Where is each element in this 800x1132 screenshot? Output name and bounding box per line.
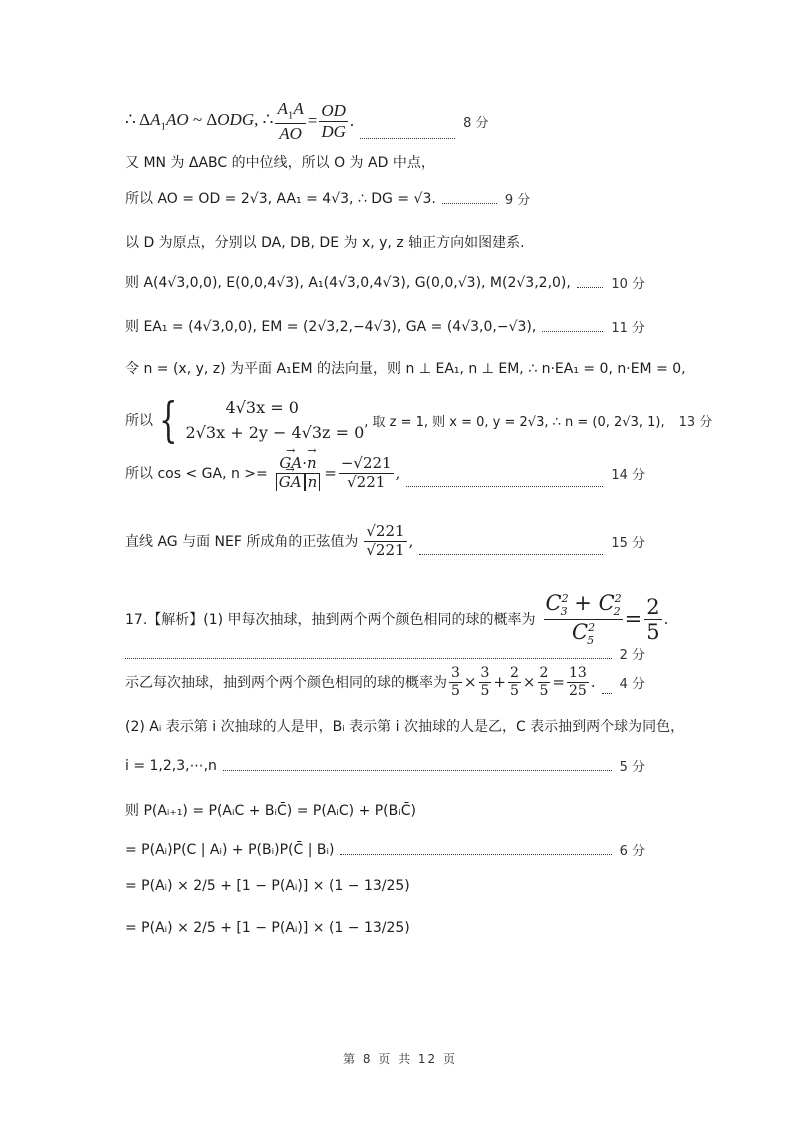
proof-line-7 <box>125 358 686 378</box>
score-mark: 5 分 <box>619 760 645 775</box>
proof-line-1: ∴ $\Delta A_1AO$ ~ ΔODG, ∴ $\frac{A_1A}{AO}$ = $\frac{OD}{DG}$ . 8 分 <box>125 99 489 143</box>
fraction-denominator: √221 <box>366 540 405 559</box>
line-text: = P(Aᵢ)P(C | Aᵢ) + P(Bᵢ)P(C̄ | Bᵢ) <box>125 841 335 858</box>
line-text: 所以 <box>125 413 153 429</box>
score-mark: 10 分 <box>611 276 645 292</box>
dot-leader <box>360 138 455 139</box>
proof-line-6 <box>125 316 645 336</box>
score-mark: 2 分 <box>619 648 645 663</box>
solution-17-line-4 <box>125 716 685 736</box>
solution-17-line-5 <box>125 756 645 775</box>
proof-line-3 <box>125 188 645 208</box>
fraction <box>364 524 406 559</box>
proof-line-9: 所以 cos < GA, n >= → GA·→ n → GA n = $\frac{-√221}{√221}$ , 14 分 <box>125 456 645 491</box>
dot-leader <box>223 770 612 771</box>
equation-system <box>153 392 365 448</box>
line-text: , 取 z = 1, 则 x = 0, y = 2√3, ∴ n = (0, 2√3, 1), <box>364 414 665 430</box>
fraction: → GA·→ n → GA n <box>274 456 323 491</box>
proof-line-2 <box>125 152 645 172</box>
solution-17-line-1: 17.【解析】(1) 甲每次抽球，抽到两个两个颜色相同的球的概率为 $\frac{C^2_3 + C^2_2}{C^2_5}$ = $\frac{2}{5}$ . <box>125 591 669 647</box>
dot-leader <box>542 331 603 332</box>
equation-2: 2√3x + 2y − 4√3z = 0 <box>185 423 365 442</box>
line-text: 则 P(Aᵢ₊₁) = P(AᵢC + BᵢC̄) = P(AᵢC) + P(BᵢC̄) <box>125 803 416 819</box>
line-text: i = 1,2,3,⋯,n <box>125 757 217 774</box>
solution-17-line-8 <box>125 878 645 894</box>
line-text: = P(Aᵢ) × 2/5 + [1 − P(Aᵢ)] × (1 − 13/25) <box>125 878 410 894</box>
dot-leader <box>340 854 611 855</box>
line-text: 所以 cos < GA, n >= <box>125 466 268 483</box>
solution-17-line-7 <box>125 840 645 859</box>
dot-leader <box>442 203 497 204</box>
dot-leader <box>125 658 612 659</box>
fraction-numerator: √221 <box>366 522 405 540</box>
dot-leader <box>577 287 603 288</box>
score-mark: 11 分 <box>611 320 645 336</box>
score-mark: 14 分 <box>611 467 645 483</box>
solution-17-line-3: 示乙每次抽球，抽到两个两个颜色相同的球的概率为 $\frac{3}{5}$ × $\frac{3}{5}$ + $\frac{2}{5}$ × $\frac{2}{5}$ = $\frac{13}{25}$ . 4 分 <box>125 665 645 699</box>
fraction-numerator: −√221 <box>340 454 392 472</box>
line-text: 则 A(4√3,0,0), E(0,0,4√3), A₁(4√3,0,4√3), G(0,0,√3), M(2√3,2,0), <box>125 275 571 291</box>
fraction: $\frac{2}{5}$ <box>646 594 660 644</box>
solution-17-line-9 <box>125 920 645 936</box>
line-text: 直线 AG 与面 NEF 所成角的正弦值为 <box>125 534 359 551</box>
proof-line-5 <box>125 272 645 292</box>
line-text: 17.【解析】(1) 甲每次抽球，抽到两个两个颜色相同的球的概率为 <box>125 612 536 629</box>
score-mark: 15 分 <box>611 535 645 551</box>
fraction-denominator: √221 <box>347 472 386 491</box>
fraction: $\frac{13}{25}$ <box>569 665 587 699</box>
dot-leader <box>406 486 603 487</box>
line-text: (2) Aᵢ 表示第 i 次抽球的人是甲，Bᵢ 表示第 i 次抽球的人是乙，C 表示抽到两个球为同色， <box>125 719 685 735</box>
line-text: 则 EA₁ = (4√3,0,0), EM = (2√3,2,−4√3), GA = (4√3,0,−√3), <box>125 319 537 335</box>
dot-leader <box>419 554 603 555</box>
fraction <box>339 456 394 491</box>
fraction: $\frac{C^2_3 + C^2_2}{C^2_5}$ <box>545 591 622 647</box>
dot-leader <box>602 693 612 694</box>
proof-line-10: 直线 AG 与面 NEF 所成角的正弦值为 $\frac{√221}{√221}$ , 15 分 <box>125 522 645 559</box>
score-mark: 6 分 <box>619 844 645 859</box>
equation-1: 4√3x = 0 <box>225 398 299 417</box>
line-text: 以 D 为原点，分别以 DA, DB, DE 为 x, y, z 轴正方向如图建系. <box>125 235 525 251</box>
fraction: $\frac{2}{5}$ <box>510 665 519 699</box>
score-mark: 4 分 <box>619 676 645 692</box>
solution-17-line-6 <box>125 800 645 820</box>
line-text: 又 MN 为 ΔABC 的中位线，所以 O 为 AD 中点， <box>125 155 435 171</box>
score-mark: 13 分 <box>678 414 713 430</box>
line-text: 令 n = (x, y, z) 为平面 A₁EM 的法向量，则 n ⊥ EA₁, n ⊥ EM, ∴ n·EA₁ = 0, n·EM = 0, <box>125 361 686 377</box>
proof-line-8 <box>125 392 713 448</box>
line-text: 示乙每次抽球，抽到两个两个颜色相同的球的概率为 <box>125 675 447 692</box>
score-mark: 8 分 <box>463 115 489 131</box>
proof-line-4 <box>125 232 645 252</box>
page-footer: 第 8 页 共 12 页 <box>343 1052 457 1066</box>
line-text: = P(Aᵢ) × 2/5 + [1 − P(Aᵢ)] × (1 − 13/25) <box>125 920 410 936</box>
score-mark: 9 分 <box>504 192 531 208</box>
fraction: $\frac{3}{5}$ <box>480 665 490 699</box>
solution-17-line-2 <box>125 644 645 663</box>
fraction: $\frac{3}{5}$ <box>451 665 460 699</box>
brace-glyph: { <box>159 392 178 448</box>
fraction: $\frac{2}{5}$ <box>539 665 549 699</box>
line-text: 所以 AO = OD = 2√3, AA₁ = 4√3, ∴ DG = √3. <box>125 191 436 207</box>
